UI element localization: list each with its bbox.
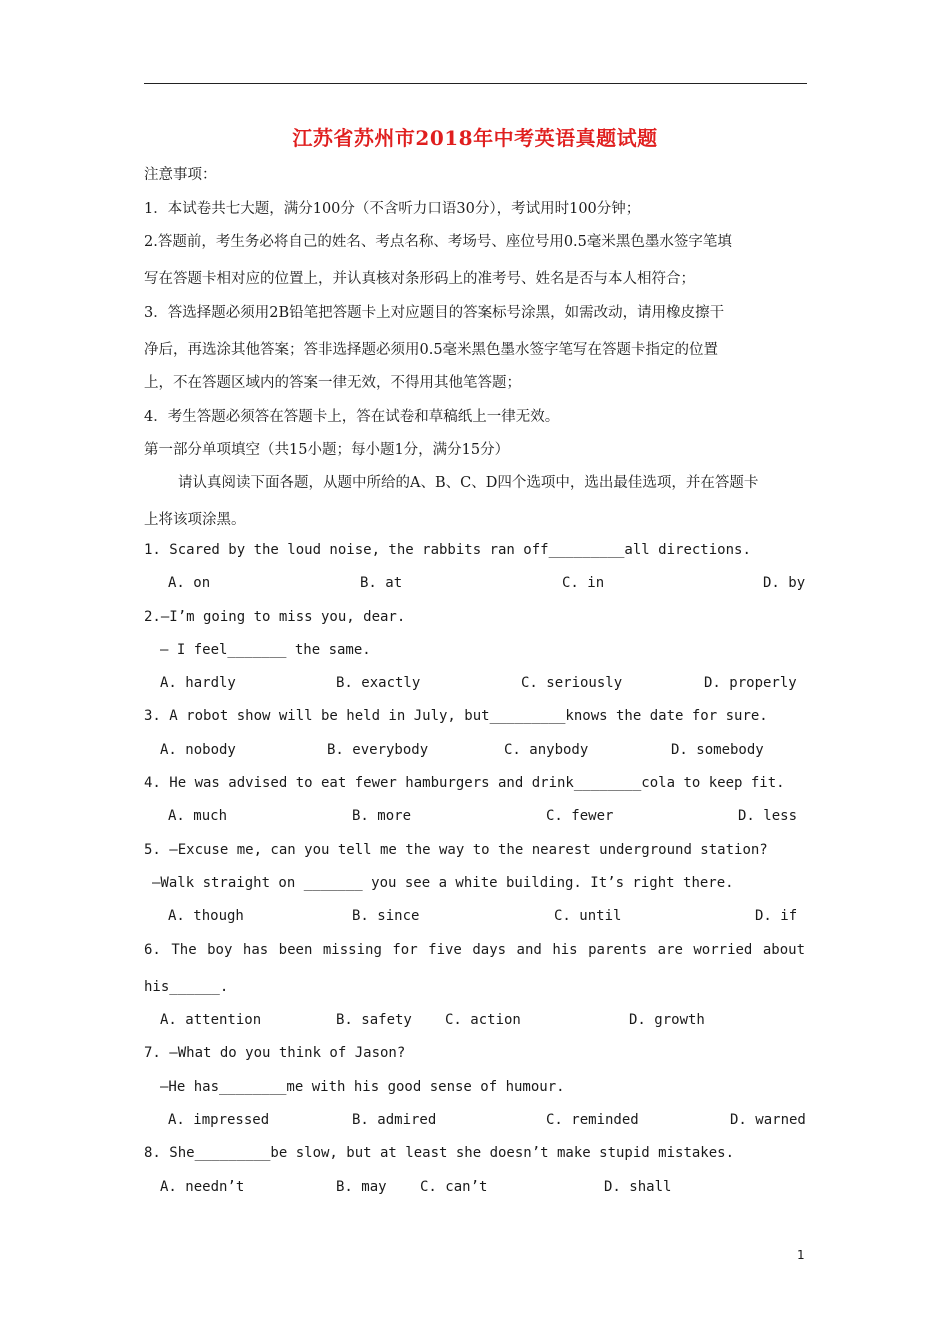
option: C. seriously [521,675,623,691]
notes-line: 4．考生答题必须答在答题卡上，答在试卷和草稿纸上一律无效。 [144,409,560,425]
option: C. can’t [420,1179,488,1195]
question-stem: 1. Scared by the loud noise, the rabbits ran off_________all directions. [144,542,751,558]
notes-line: 写在答题卡相对应的位置上，并认真核对条形码上的准考号、姓名是否与本人相符合； [144,271,695,287]
option: A. on [168,575,211,591]
option: C. reminded [546,1112,639,1128]
question-stem: —He has________me with his good sense of humour. [160,1079,565,1095]
option: B. everybody [327,742,429,758]
question-stem: 7. —What do you think of Jason? [144,1045,406,1061]
option: A. needn’t [160,1179,245,1195]
question-stem: 3. A robot show will be held in July, but_________knows the date for sure. [144,708,768,724]
part-instruction: 上将该项涂黑。 [144,512,246,528]
question-stem: —Walk straight on _______ you see a white building. It’s right there. [152,875,734,891]
notes-line: 上，不在答题区域内的答案一律无效，不得用其他笔答题； [144,375,521,391]
option: C. action [445,1012,521,1028]
option: D. properly [704,675,797,691]
notes-heading: 注意事项： [144,167,217,183]
header-rule [144,83,807,84]
question-stem: 2.—I’m going to miss you, dear. [144,609,406,625]
option: C. fewer [546,808,614,824]
option: B. may [336,1179,387,1195]
option: C. anybody [504,742,589,758]
option: B. at [360,575,403,591]
notes-line: 1．本试卷共七大题，满分100分（不含听力口语30分），考试用时100分钟； [144,201,641,217]
option: D. somebody [671,742,764,758]
option: C. until [554,908,622,924]
option: A. nobody [160,742,236,758]
option: D. growth [629,1012,705,1028]
question-stem: 4. He was advised to eat fewer hamburgers and drink________cola to keep fit. [144,775,785,791]
question-stem: 5. —Excuse me, can you tell me the way to the nearest underground station? [144,842,768,858]
option: B. since [352,908,420,924]
option: D. warned [730,1112,806,1128]
option: B. admired [352,1112,437,1128]
option: D. shall [604,1179,672,1195]
option: D. by [763,575,806,591]
question-stem: his______. [144,979,229,995]
option: A. attention [160,1012,262,1028]
notes-line: 净后，再选涂其他答案；答非选择题必须用0.5毫米黑色墨水签字笔写在答题卡指定的位置 [144,342,719,358]
option: B. exactly [336,675,421,691]
option: D. if [755,908,798,924]
option: B. safety [336,1012,412,1028]
option: D. less [738,808,798,824]
option: A. though [168,908,244,924]
question-stem: 6. The boy has been missing for five days and his parents are worried about [144,942,805,958]
part-instruction: 请认真阅读下面各题，从题中所给的A、B、C、D四个选项中，选出最佳选项，并在答题卡 [178,475,759,491]
option: B. more [352,808,412,824]
option: A. hardly [160,675,236,691]
option: C. in [562,575,605,591]
page-title: 江苏省苏州市2018年中考英语真题试题 [292,126,658,150]
part-heading: 第一部分单项填空（共15小题；每小题1分，满分15分） [144,442,510,458]
option: A. impressed [168,1112,270,1128]
page-number: 1 [797,1248,805,1262]
option: A. much [168,808,228,824]
notes-line: 3．答选择题必须用2B铅笔把答题卡上对应题目的答案标号涂黑，如需改动，请用橡皮擦干 [144,305,725,321]
question-stem: 8. She_________be slow, but at least she doesn’t make stupid mistakes. [144,1145,735,1161]
question-stem: — I feel_______ the same. [160,642,371,658]
notes-line: 2.答题前，考生务必将自己的姓名、考点名称、考场号、座位号用0.5毫米黑色墨水签字笔填 [144,234,732,250]
